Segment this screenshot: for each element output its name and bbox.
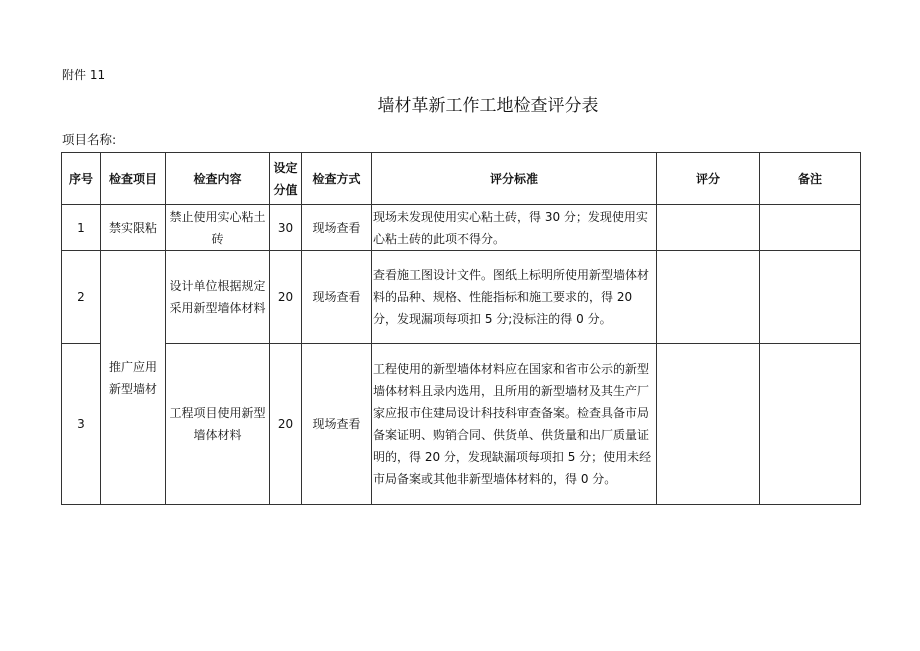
cell-item: 禁实限粘 xyxy=(101,205,166,251)
cell-seq: 2 xyxy=(62,251,101,344)
header-item: 检查项目 xyxy=(101,153,166,205)
table-header-row xyxy=(62,153,861,205)
cell-remark[interactable] xyxy=(760,205,861,251)
cell-score: 20 xyxy=(270,251,302,344)
cell-evaluation[interactable] xyxy=(657,251,760,344)
header-score-line1: 设定 xyxy=(273,160,298,175)
cell-content: 禁止使用实心粘土砖 xyxy=(166,205,270,251)
cell-remark[interactable] xyxy=(760,344,861,505)
header-score xyxy=(270,153,302,205)
cell-standard: 现场未发现使用实心粘土砖，得 30 分；发现使用实心粘土砖的此项不得分。 xyxy=(372,205,657,251)
project-name-label: 项目名称: xyxy=(62,132,117,147)
cell-score: 20 xyxy=(270,344,302,505)
table-row xyxy=(62,251,861,344)
header-evaluation: 评分 xyxy=(657,153,760,205)
cell-seq: 3 xyxy=(62,344,101,505)
score-table xyxy=(61,152,861,505)
page-title: 墙材革新工作工地检查评分表 xyxy=(377,96,599,116)
cell-evaluation[interactable] xyxy=(657,205,760,251)
header-seq: 序号 xyxy=(62,153,101,205)
header-score-line2: 分值 xyxy=(273,182,298,197)
cell-standard: 工程使用的新型墙体材料应在国家和省市公示的新型墙体材料且录内选用，且所用的新型墙材及其生产厂家应报市住建局设计科技科审查备案。检查具备市局备案证明、购销合同、供货单、供货量和出厂质量证明的，得 20 分，发现缺漏项每项扣 5 分；使用未经市局备案或其他非新型墙体材料的，得 0 分。 xyxy=(372,344,657,505)
table-row xyxy=(62,344,861,505)
header-standard: 评分标准 xyxy=(372,153,657,205)
table-row xyxy=(62,205,861,251)
cell-content: 设计单位根据规定采用新型墙体材料 xyxy=(166,251,270,344)
cell-method: 现场查看 xyxy=(302,344,372,505)
cell-item: 推广应用新型墙材 xyxy=(101,251,166,505)
cell-method: 现场查看 xyxy=(302,251,372,344)
cell-seq: 1 xyxy=(62,205,101,251)
header-remark: 备注 xyxy=(760,153,861,205)
header-method: 检查方式 xyxy=(302,153,372,205)
cell-method: 现场查看 xyxy=(302,205,372,251)
header-content: 检查内容 xyxy=(166,153,270,205)
cell-evaluation[interactable] xyxy=(657,344,760,505)
attachment-label: 附件 11 xyxy=(62,68,106,82)
cell-content: 工程项目使用新型墙体材料 xyxy=(166,344,270,505)
cell-remark[interactable] xyxy=(760,251,861,344)
cell-standard: 查看施工图设计文件。图纸上标明所使用新型墙体材料的品种、规格、性能指标和施工要求的，得 20 分，发现漏项每项扣 5 分;没标注的得 0 分。 xyxy=(372,251,657,344)
cell-score: 30 xyxy=(270,205,302,251)
